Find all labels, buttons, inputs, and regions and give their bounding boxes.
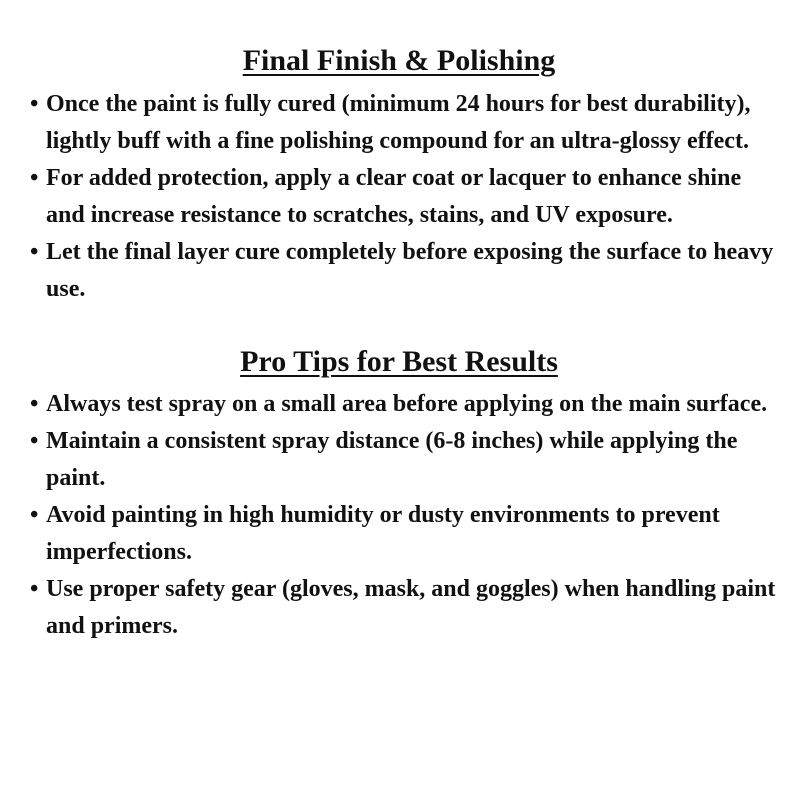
list-item: • Once the paint is fully cured (minimum 24 hours for best durability), lightly buff with a fine polishing compound for an ultra-glossy effect.: [30, 86, 782, 160]
section-title-final-finish: Final Finish & Polishing: [242, 44, 556, 77]
list-item: • For added protection, apply a clear coat or lacquer to enhance shine and increase resistance to scratches, stains, and UV exposure.: [30, 160, 782, 234]
list-item: • Avoid painting in high humidity or dusty environments to prevent imperfections.: [30, 497, 782, 571]
list-item: • Let the final layer cure completely before exposing the surface to heavy use.: [30, 234, 782, 308]
final-finish-list: [30, 86, 782, 308]
pro-tips-list: [30, 386, 782, 645]
section-title-pro-tips: Pro Tips for Best Results: [240, 345, 558, 378]
list-item: • Maintain a consistent spray distance (6-8 inches) while applying the paint.: [30, 423, 782, 497]
list-item: • Use proper safety gear (gloves, mask, and goggles) when handling paint and primers.: [30, 571, 782, 645]
list-item: • Always test spray on a small area before applying on the main surface.: [30, 386, 782, 423]
